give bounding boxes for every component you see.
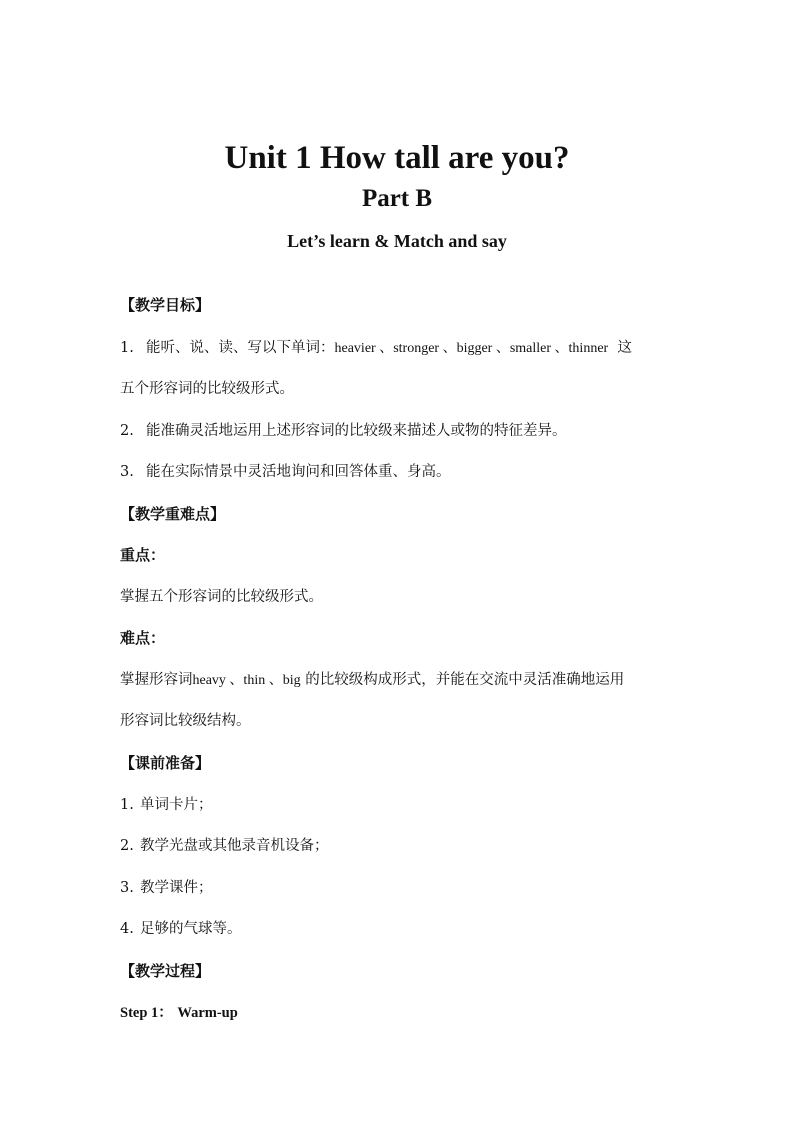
objective-item-3	[120, 462, 680, 482]
focus-text: 掌握五个形容词的比较级形式。	[120, 589, 323, 605]
difficulty-suffix: 的比较级构成形式，并能在交流中灵活准确地运用	[305, 672, 625, 688]
objective-1-words: heavier 、stronger 、bigger 、smaller 、thinner	[334, 341, 609, 356]
step-1	[120, 1003, 680, 1023]
document-subtitle: Part B	[361, 185, 433, 212]
objective-2-text: 能准确灵活地运用上述形容词的比较级来描述人或物的特征差异。	[146, 423, 567, 439]
difficulty-text	[120, 670, 680, 691]
objective-2-number: 2.	[120, 423, 134, 439]
difficulty-text-continued: 形容词比较级结构。	[120, 713, 251, 729]
preparation-item	[120, 919, 680, 939]
focus-label: 重点：	[120, 546, 166, 564]
preparation-item-text: 教学光盘或其他录音机设备；	[140, 838, 329, 854]
objective-3-text: 能在实际情景中灵活地询问和回答体重、身高。	[146, 464, 451, 480]
objectives-heading: 【教学目标】	[120, 296, 211, 314]
step-1-name: Warm-up	[177, 1005, 238, 1021]
preparation-item	[120, 836, 680, 856]
key-points-heading: 【教学重难点】	[120, 505, 226, 523]
preparation-item	[120, 878, 680, 898]
objective-item-1	[120, 338, 680, 359]
preparation-item	[120, 795, 680, 815]
preparation-item-text: 教学课件；	[140, 880, 213, 896]
preparation-item-number: 4.	[120, 921, 134, 937]
objective-3-number: 3.	[120, 464, 134, 480]
preparation-item-text: 单词卡片；	[140, 797, 213, 813]
difficulty-prefix: 掌握形容词	[120, 672, 193, 688]
difficulty-words: heavy 、thin 、big	[192, 673, 301, 688]
process-heading: 【教学过程】	[120, 962, 211, 980]
preparation-item-number: 1.	[120, 797, 134, 813]
objective-item-1-continued: 五个形容词的比较级形式。	[120, 381, 294, 397]
objective-1-number: 1.	[120, 340, 134, 356]
objective-item-2	[120, 421, 680, 441]
document-title: Unit 1 How tall are you?	[224, 140, 570, 176]
objective-1-suffix: 这	[617, 340, 632, 356]
preparation-item-number: 2.	[120, 838, 134, 854]
objective-1-prefix: 能听、说、读、写以下单词：	[146, 340, 335, 356]
step-1-label: Step 1：	[120, 1005, 173, 1021]
difficulty-label: 难点：	[120, 629, 166, 647]
preparation-heading: 【课前准备】	[120, 754, 211, 772]
preparation-item-number: 3.	[120, 880, 134, 896]
lesson-title: Let’s learn & Match and say	[287, 231, 507, 251]
preparation-item-text: 足够的气球等。	[140, 921, 242, 937]
